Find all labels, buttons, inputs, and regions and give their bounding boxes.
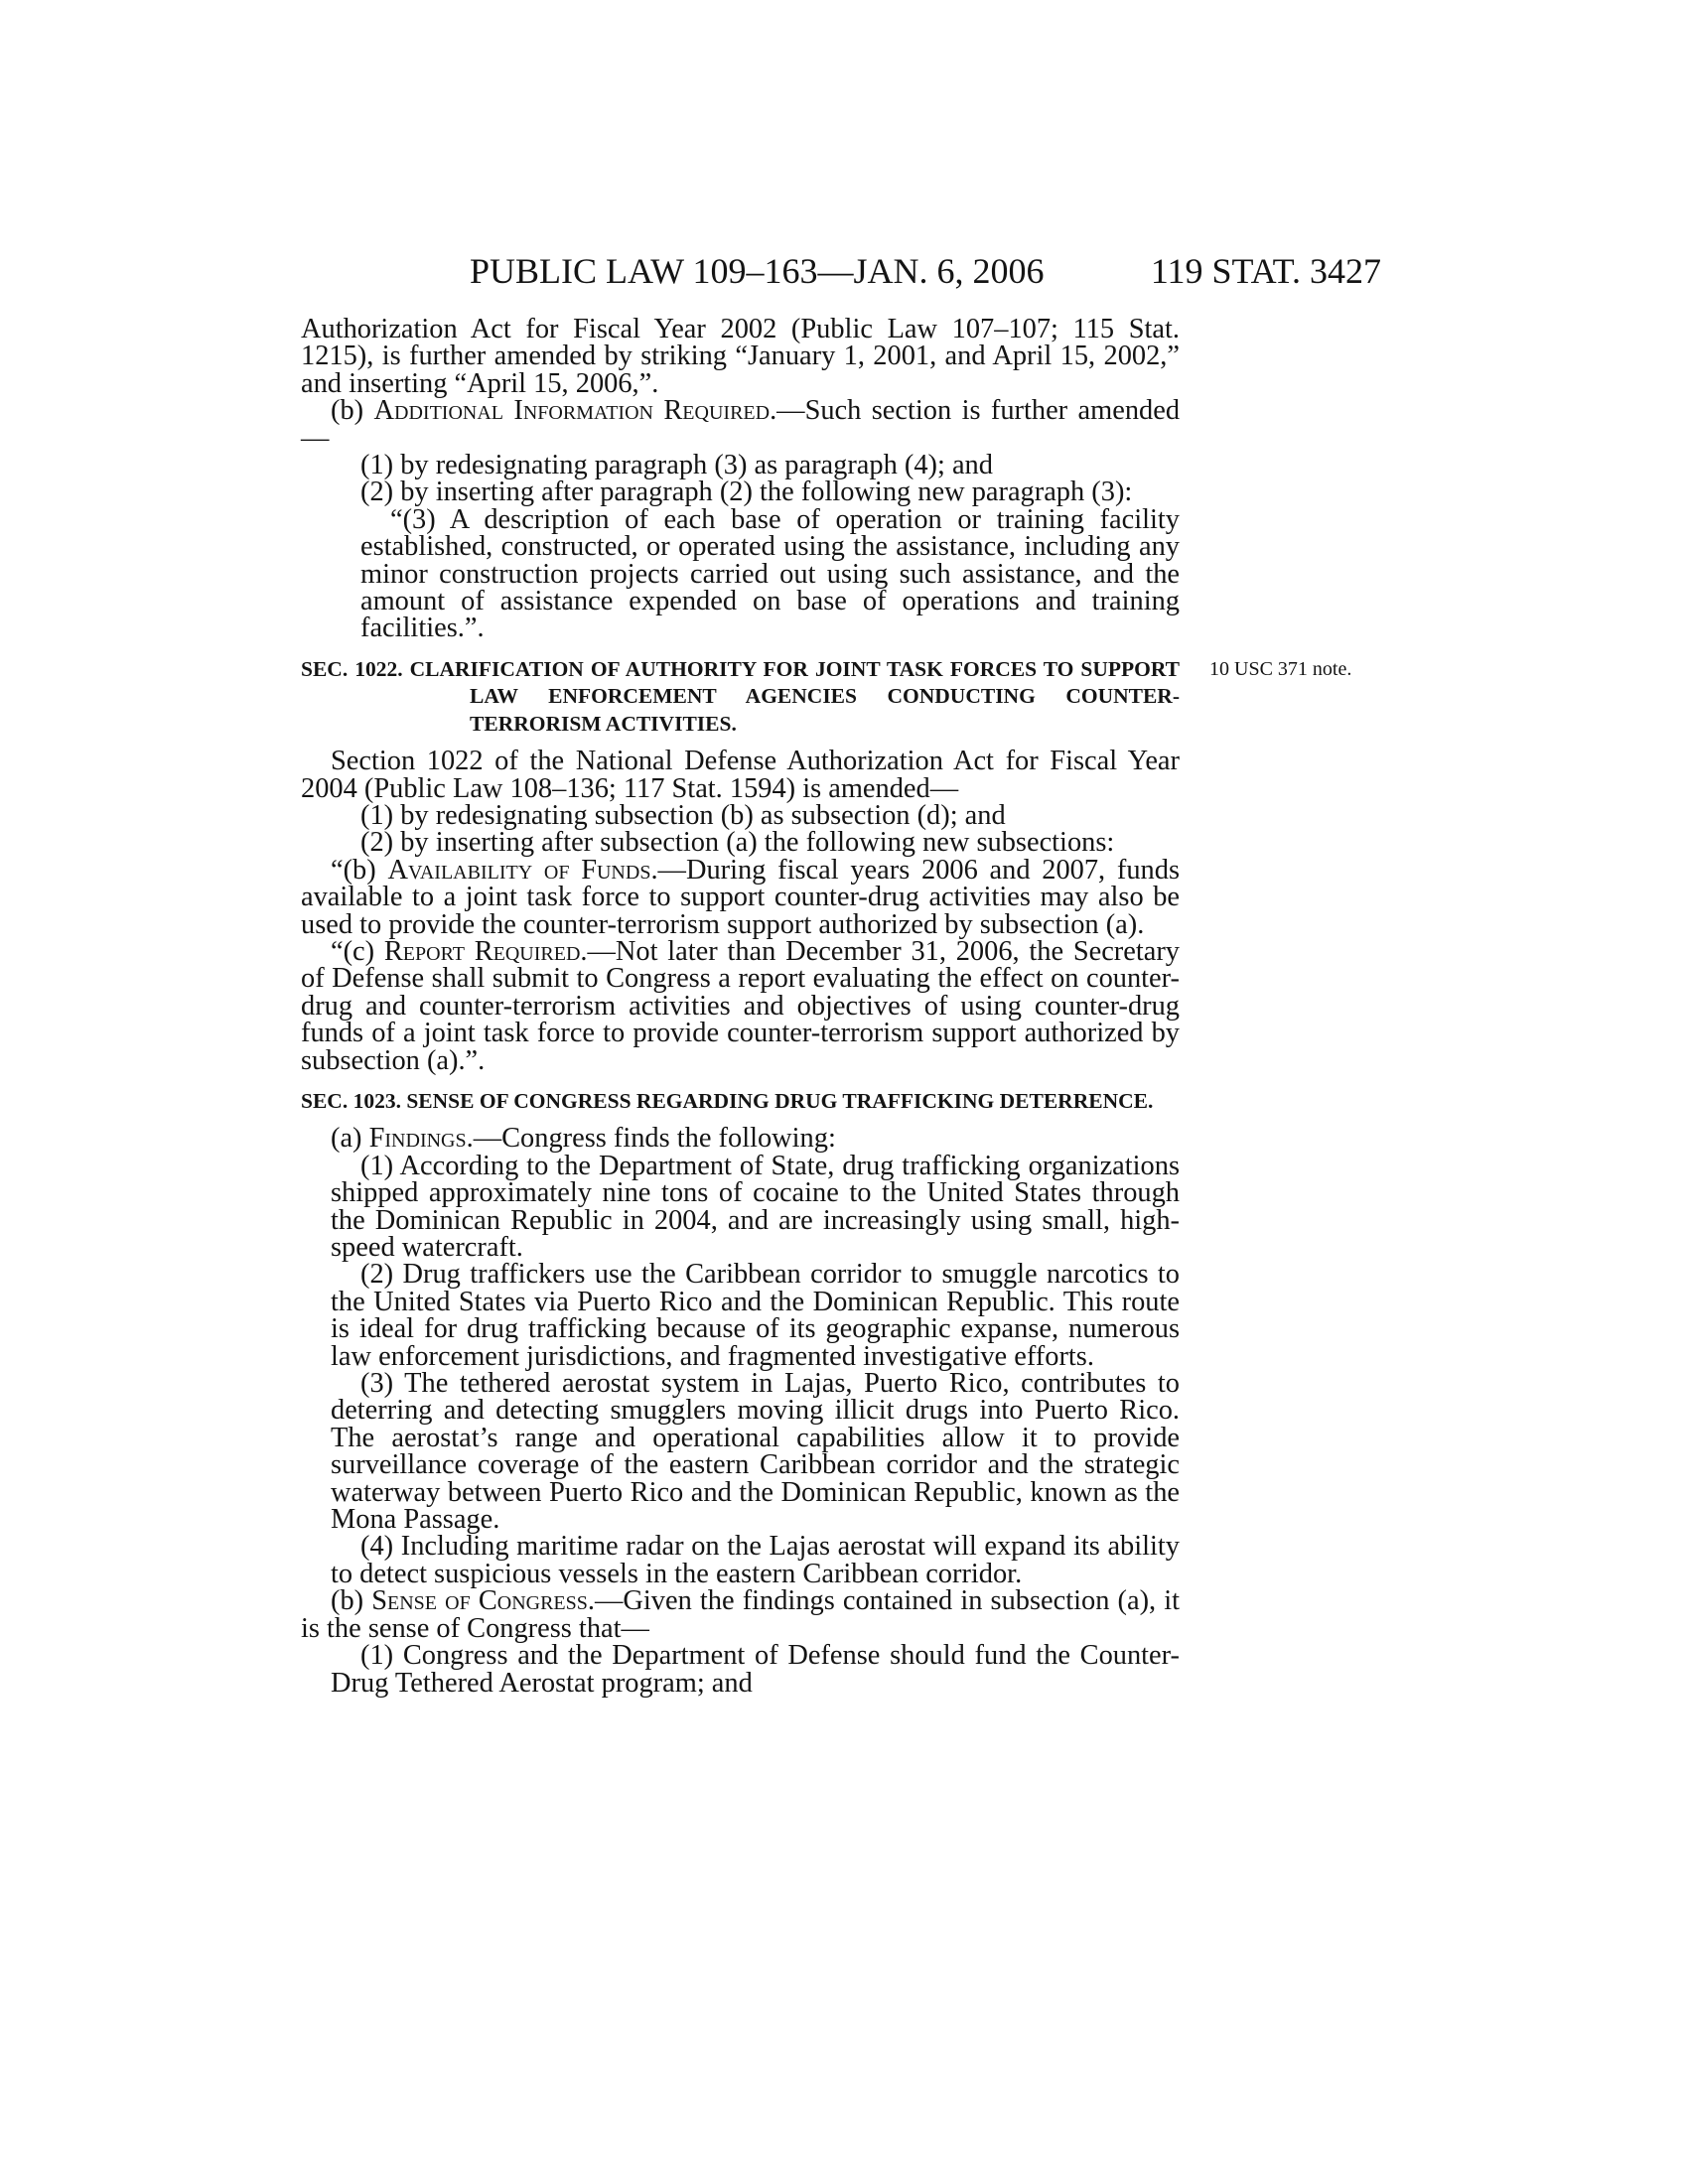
running-head: PUBLIC LAW 109–163—JAN. 6, 2006 xyxy=(470,251,1045,291)
subsection-text: .—Given the findings contained in subsection (a), it is the sense of Congress that— xyxy=(301,1585,1181,1644)
subsection-label: (b) xyxy=(331,1585,372,1617)
subsection-b xyxy=(301,1587,1180,1642)
stat-citation: 119 STAT. 3427 xyxy=(1150,251,1381,291)
subsection-text: .—Not later than December 31, 2006, the Secretary of Defense shall submit to Congress a report evaluating the effect on counter-drug and counter-terrorism activities and objectives of using counter-drug funds of a joint task force to provide counter-terrorism support authorized by subsection (a).”. xyxy=(301,935,1180,1076)
sense-1: (1) Congress and the Department of Defense should fund the Counter-Drug Tethered Aerostat program; and xyxy=(331,1640,1180,1699)
section-title: SEC. 1022. CLARIFICATION OF AUTHORITY FOR JOINT TASK FORCES TO SUPPORT LAW ENFORCEMENT AGENCIES CONDUCTING COUNTER-TERRORISM ACTIVITIES. xyxy=(301,656,1180,736)
subsection-heading: Availability of Funds xyxy=(387,854,651,886)
page-header xyxy=(301,246,1381,296)
subsection-text: .—Such section is further amended— xyxy=(301,395,1181,454)
margin-note: 10 USC 371 note. xyxy=(1209,657,1352,680)
paragraph: Section 1022 of the National Defense Authorization Act for Fiscal Year 2004 (Public Law 108–136; 117 Stat. 1594) is amended— xyxy=(301,746,1180,804)
paragraph-2: (2) by inserting after paragraph (2) the following new paragraph (3): xyxy=(360,477,1133,508)
subsection-label: (b) xyxy=(331,395,374,427)
quoted-paragraph-3: “(3) A description of each base of operation or training facility established, constructed, or operated using the assistance, including any minor construction projects carried out using such assistance, and the amount of assistance expended on base of operations and training facilities.”. xyxy=(360,503,1180,644)
paragraph-1: (1) by redesignating paragraph (3) as paragraph (4); and xyxy=(360,450,993,481)
paragraph-2: (2) by inserting after subsection (a) the following new subsections: xyxy=(360,827,1115,859)
subsection-label: “(c) xyxy=(331,935,384,967)
subsection-a xyxy=(301,1123,1180,1155)
subsection-text: .—During fiscal years 2006 and 2007, funds available to a joint task force to support counter-drug activities may also be used to provide the counter-terrorism support authorized by subsection (a). xyxy=(301,854,1180,940)
subsection-label: (a) xyxy=(331,1123,369,1155)
section-title: SEC. 1023. SENSE OF CONGRESS REGARDING DRUG TRAFFICKING DETERRENCE. xyxy=(301,1088,1154,1113)
subsection-heading: Additional Information Required xyxy=(373,395,771,427)
subsection-b xyxy=(301,854,1180,940)
section-1022-heading xyxy=(301,656,1352,738)
section-1023-heading xyxy=(301,1088,1180,1115)
paragraph-1: (1) by redesignating subsection (b) as subsection (d); and xyxy=(360,799,1006,831)
finding-4: (4) Including maritime radar on the Lajas aerostat will expand its ability to detect suspicious vessels in the eastern Caribbean corridor. xyxy=(331,1531,1180,1589)
subsection-label: “(b) xyxy=(331,854,388,886)
body-text xyxy=(301,314,1352,1699)
finding-3: (3) The tethered aerostat system in Lajas, Puerto Rico, contributes to deterring and detecting smugglers moving illicit drugs into Puerto Rico. The aerostat’s range and operational capabilities allow it to provide surveillance coverage of the eastern Caribbean corridor and the strategic waterway between Puerto Rico and the Dominican Republic, known as the Mona Passage. xyxy=(331,1368,1180,1536)
subsection-c xyxy=(301,935,1180,1076)
subsection-heading: Findings xyxy=(368,1123,467,1155)
finding-2: (2) Drug traffickers use the Caribbean corridor to smuggle narcotics to the United States via Puerto Rico and the Dominican Republic. This route is ideal for drug trafficking because of its geographic expanse, numerous law enforcement jurisdictions, and fragmented investigative efforts. xyxy=(331,1259,1180,1372)
finding-1: (1) According to the Department of State, drug trafficking organizations shipped approximately nine tons of cocaine to the United States through the Dominican Republic in 2004, and are increasingly using small, high-speed watercraft. xyxy=(331,1150,1180,1263)
paragraph: Authorization Act for Fiscal Year 2002 (Public Law 107–107; 115 Stat. 1215), is further amended by striking “January 1, 2001, and April 15, 2002,” and inserting “April 15, 2006,”. xyxy=(301,314,1180,399)
subsection-b xyxy=(301,397,1180,452)
subsection-heading: Sense of Congress xyxy=(371,1585,588,1617)
subsection-text: .—Congress finds the following: xyxy=(466,1123,836,1155)
subsection-heading: Report Required xyxy=(383,935,581,967)
